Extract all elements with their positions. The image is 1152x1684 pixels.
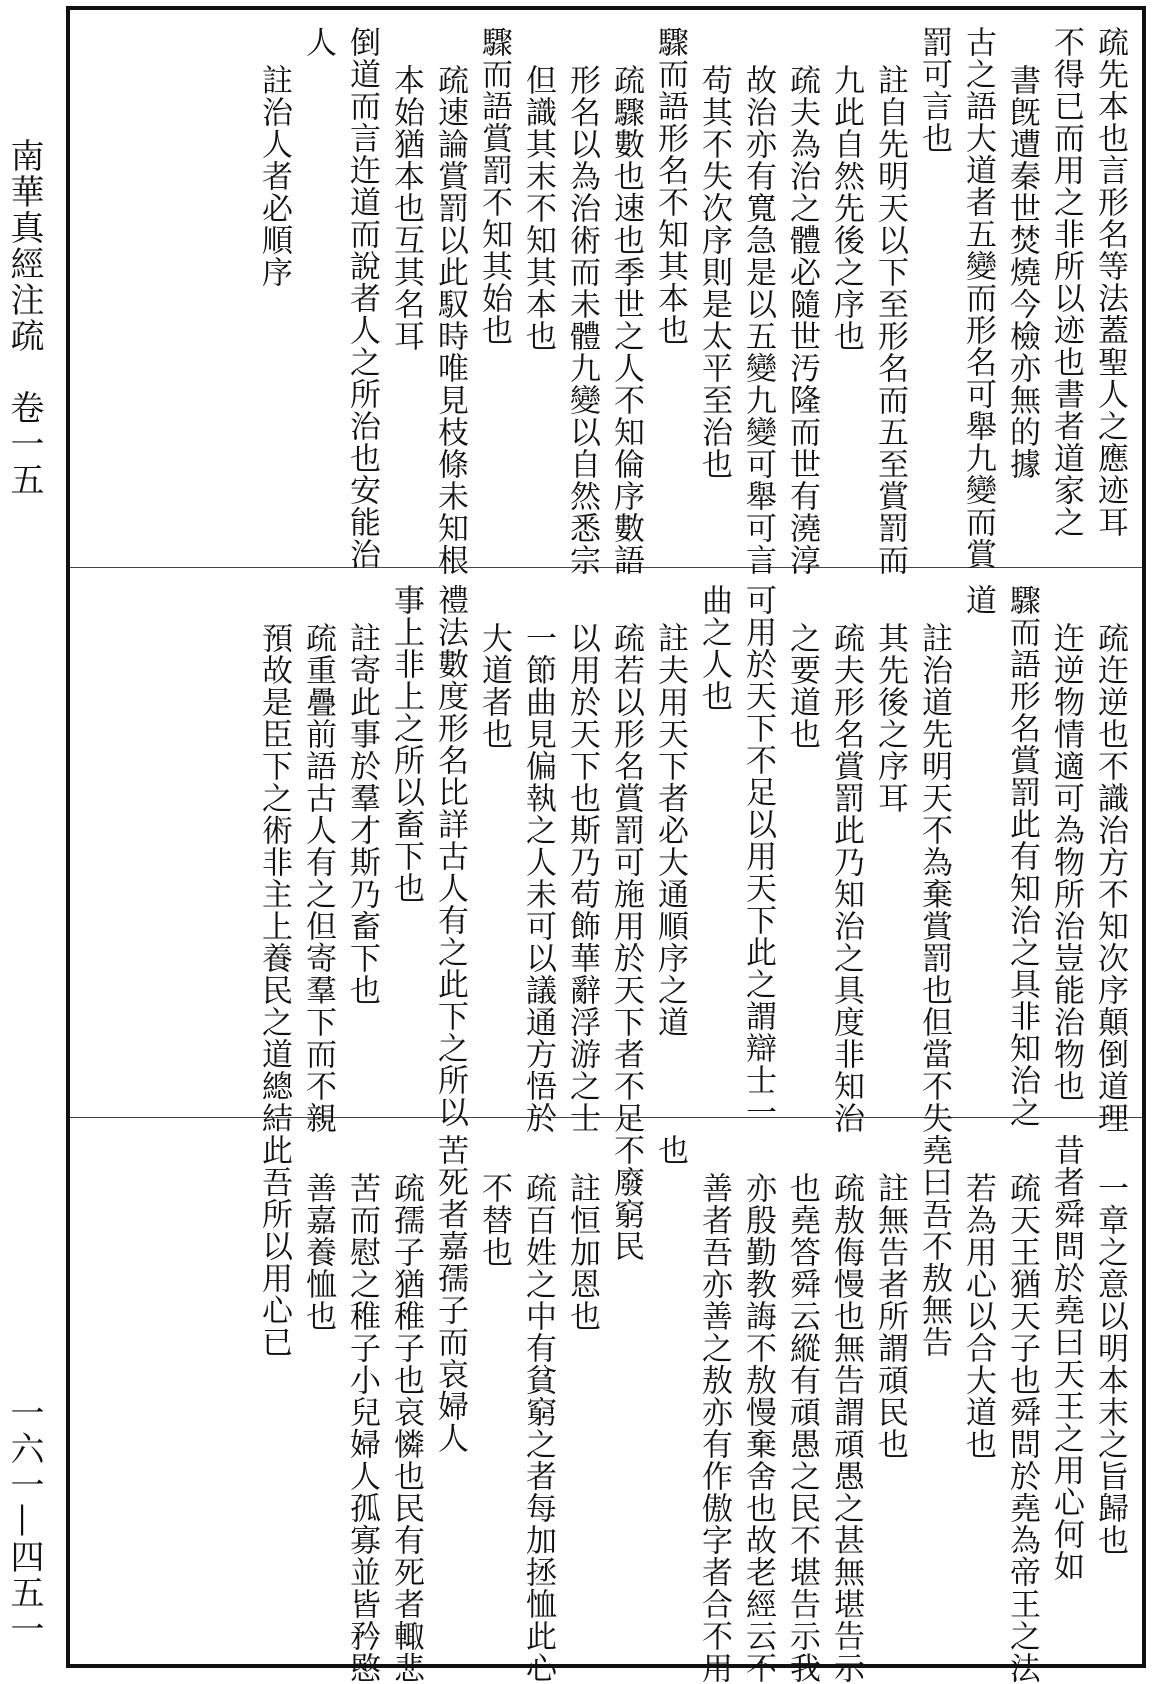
text-column: 事上非上之所以畜下也 — [388, 584, 424, 904]
text-column: 苟其不失次序則是太平至治也 — [696, 64, 732, 480]
text-column: 註自先明天以下至形名而五至賞罰而 — [872, 64, 908, 576]
text-column: 書旣遭秦世焚燒今檢亦無的據 — [1004, 64, 1040, 480]
text-column: 苦而慰之稚子小兒婦人孤寡並皆矜愍 — [344, 1172, 380, 1684]
text-column: 善者吾亦善之敖亦有作傲字者合不用 — [696, 1172, 732, 1684]
text-column: 註治人者必順序 — [256, 64, 292, 288]
text-column: 疏天王猶天子也舜問於堯為帝王之法 — [1004, 1172, 1040, 1684]
text-column: 也堯答舜云縱有頑愚之民不堪告示我 — [784, 1172, 820, 1684]
text-column: 疏迕逆也不識治方不知次序顛倒道理 — [1092, 622, 1128, 1134]
text-column: 之要道也 — [784, 622, 820, 750]
text-column: 可用於天下不足以用天下此之謂辯士一 — [740, 584, 776, 1128]
text-column: 倒道而言迕道而說者人之所治也安能治 — [344, 26, 380, 570]
text-column: 本始猶本也互其名耳 — [388, 64, 424, 352]
page-frame — [66, 6, 1146, 1684]
text-column: 故治亦有寬急是以五變九變可舉可言 — [740, 64, 776, 576]
text-column: 驟而語形名不知其本也 — [652, 26, 688, 346]
text-column: 善嘉養恤也 — [300, 1172, 336, 1332]
text-column: 形名以為治術而未體九變以自然悉宗 — [564, 64, 600, 576]
text-column: 驟而語形名賞罰此有知治之具非知治之 — [1004, 584, 1040, 1128]
text-column: 昔者舜問於堯曰天王之用心何如 — [1048, 1134, 1084, 1582]
text-column: 不廢窮民 — [608, 1134, 644, 1262]
text-column: 也 — [652, 1134, 688, 1166]
text-column: 此吾所以用心已 — [256, 1134, 292, 1358]
text-column: 迕逆物情適可為物所治豈能治物也 — [1048, 622, 1084, 1102]
text-column: 一章之意以明本末之旨歸也 — [1092, 1172, 1128, 1556]
text-column: 驟而語賞罰不知其始也 — [476, 26, 512, 346]
text-column: 疏敖侮慢也無告謂頑愚之甚無堪告示 — [828, 1172, 864, 1684]
margin-title: 南華真經注疏 卷一五 — [4, 138, 44, 498]
text-column: 疏夫形名賞罰此乃知治之具度非知治 — [828, 622, 864, 1134]
text-column: 疏若以形名賞罰可施用於天下者不足 — [608, 622, 644, 1134]
text-column: 其先後之序耳 — [872, 622, 908, 814]
text-column: 禮法數度形名比詳古人有之此下之所以 — [432, 584, 468, 1128]
text-column: 曲之人也 — [696, 584, 732, 712]
text-column: 大道者也 — [476, 622, 512, 750]
text-panel-top — [70, 10, 1142, 576]
text-column: 註夫用天下者必大通順序之道 — [652, 622, 688, 1038]
text-column: 疏重疊前語古人有之但寄羣下而不親 — [300, 622, 336, 1134]
text-column: 苦死者嘉孺子而哀婦人 — [432, 1134, 468, 1454]
text-column: 註無告者所謂頑民也 — [872, 1172, 908, 1460]
column-group — [252, 1134, 1132, 1684]
text-column: 註恒加恩也 — [564, 1172, 600, 1332]
text-column: 道 — [960, 584, 996, 616]
text-column: 九此自然先後之序也 — [828, 64, 864, 352]
text-column: 罰可言也 — [916, 26, 952, 154]
text-column: 亦殷勤教誨不敖慢棄舍也故老經云不 — [740, 1172, 776, 1684]
text-column: 若為用心以合大道也 — [960, 1172, 996, 1460]
column-group — [252, 584, 1132, 1134]
column-group — [252, 26, 1132, 576]
text-column: 古之語大道者五變而形名可舉九變而賞 — [960, 26, 996, 570]
text-panel-bottom — [70, 1118, 1142, 1684]
text-column: 疏驟數也速也季世之人不知倫序數語 — [608, 64, 644, 576]
text-column: 註治道先明天不為棄賞罰也但當不失 — [916, 622, 952, 1134]
page-number: 一六一—四五一 — [4, 1395, 44, 1647]
text-column: 疏夫為治之體必隨世汚隆而世有澆淳 — [784, 64, 820, 576]
text-column: 但識其末不知其本也 — [520, 64, 556, 352]
text-column: 疏百姓之中有貧窮之者每加拯恤此心 — [520, 1172, 556, 1684]
text-panel-middle — [70, 568, 1142, 1134]
text-column: 一節曲見偏執之人未可以議通方悟於 — [520, 622, 556, 1134]
text-column: 以用於天下也斯乃苟飾華辭浮游之士 — [564, 622, 600, 1134]
text-column: 堯曰吾不敖無告 — [916, 1134, 952, 1358]
text-column: 不替也 — [476, 1172, 512, 1268]
text-column: 疏速論賞罰以此馭時唯見枝條未知根 — [432, 64, 468, 576]
text-column: 疏先本也言形名等法蓋聖人之應迹耳 — [1092, 26, 1128, 538]
text-column: 註寄此事於羣才斯乃畜下也 — [344, 622, 380, 1006]
text-column: 人 — [300, 26, 336, 58]
text-column: 疏孺子猶稚子也哀憐也民有死者輙悲 — [388, 1172, 424, 1684]
text-column: 預故是臣下之術非主上養民之道總結 — [256, 622, 292, 1134]
text-column: 不得已而用之非所以迹也書者道家之 — [1048, 26, 1084, 538]
